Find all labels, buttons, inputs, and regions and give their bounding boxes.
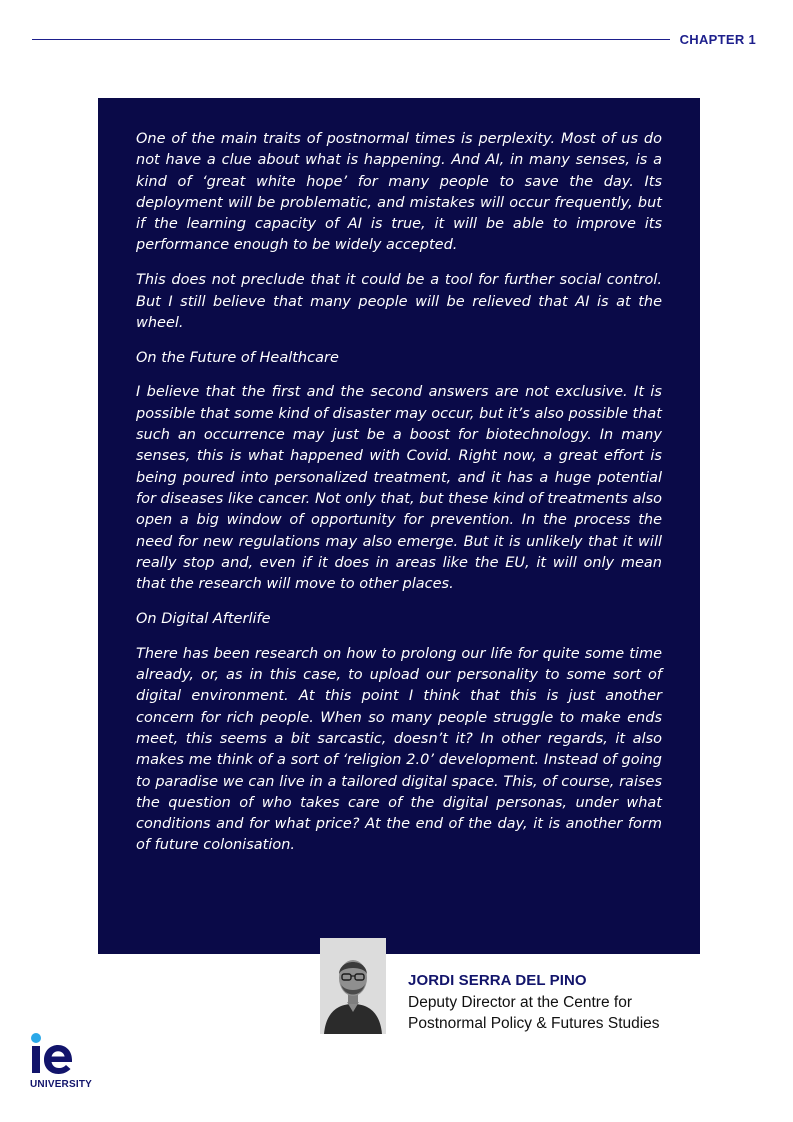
- quote-box: [98, 98, 700, 954]
- author-photo: [320, 938, 386, 1034]
- author-role: [408, 992, 748, 1034]
- quote-text: [136, 129, 662, 870]
- section-heading-healthcare: On the Future of Healthcare: [136, 349, 339, 366]
- quote-paragraph-1: One of the main traits of postnormal times is perplexity. Most of us do not have a clue about what is happening. And AI, in many senses, is a kind of ‘great white hope’ for many people to save the day. Its deployment will be problematic, and mistakes will occur frequently, but if the learning capacity of AI is true, it will be able to improve its performance enough to be widely accepted.: [136, 131, 662, 254]
- logo-wordmark: UNIVERSITY: [30, 1079, 93, 1090]
- chapter-label: CHAPTER 1: [679, 32, 756, 47]
- quote-paragraph-2: This does not preclude that it could be a tool for further social control. But I still believe that many people will be relieved that AI is at the wheel.: [136, 272, 662, 331]
- author-role-line-2: Postnormal Policy & Futures Studies: [408, 1015, 660, 1032]
- author-role-line-1: Deputy Director at the Centre for: [408, 994, 632, 1011]
- section-heading-digital-afterlife: On Digital Afterlife: [136, 610, 271, 627]
- quote-paragraph-4: There has been research on how to prolong our life for quite some time already, or, as in this case, to upload our personality to some sort of digital environment. At this point I think that this is just another concern for rich people. When so many people struggle to make ends meet, this seems a bit sarcastic, doesn’t it? In other regards, it also makes me think of a sort of ‘religion 2.0’ development. Instead of going to paradise we can live in a tailored digital space. This, of course, raises the question of who takes care of the digital personas, under what conditions and for what price? At the end of the day, it is another form of future colonisation.: [136, 645, 662, 854]
- quote-paragraph-3: I believe that the first and the second answers are not exclusive. It is possible that some kind of disaster may occur, but it’s also possible that such an occurrence may just be a boost for biotechnology. In many senses, this is what happened with Covid. Right now, a great effort is being poured into personalized treatment, and it has a huge potential for diseases like cancer. Not only that, but these kind of treatments also open a big window of opportunity for prevention. In the process the need for new regulations may also emerge. But it is unlikely that it will really stop and, even if it does in areas like the EU, it will only mean that the research will move to other places.: [136, 384, 662, 593]
- author-portrait-icon: [320, 938, 386, 1034]
- header-rule: [32, 39, 670, 40]
- ie-logo-icon: [30, 1032, 102, 1078]
- author-name: JORDI SERRA DEL PINO: [408, 972, 587, 989]
